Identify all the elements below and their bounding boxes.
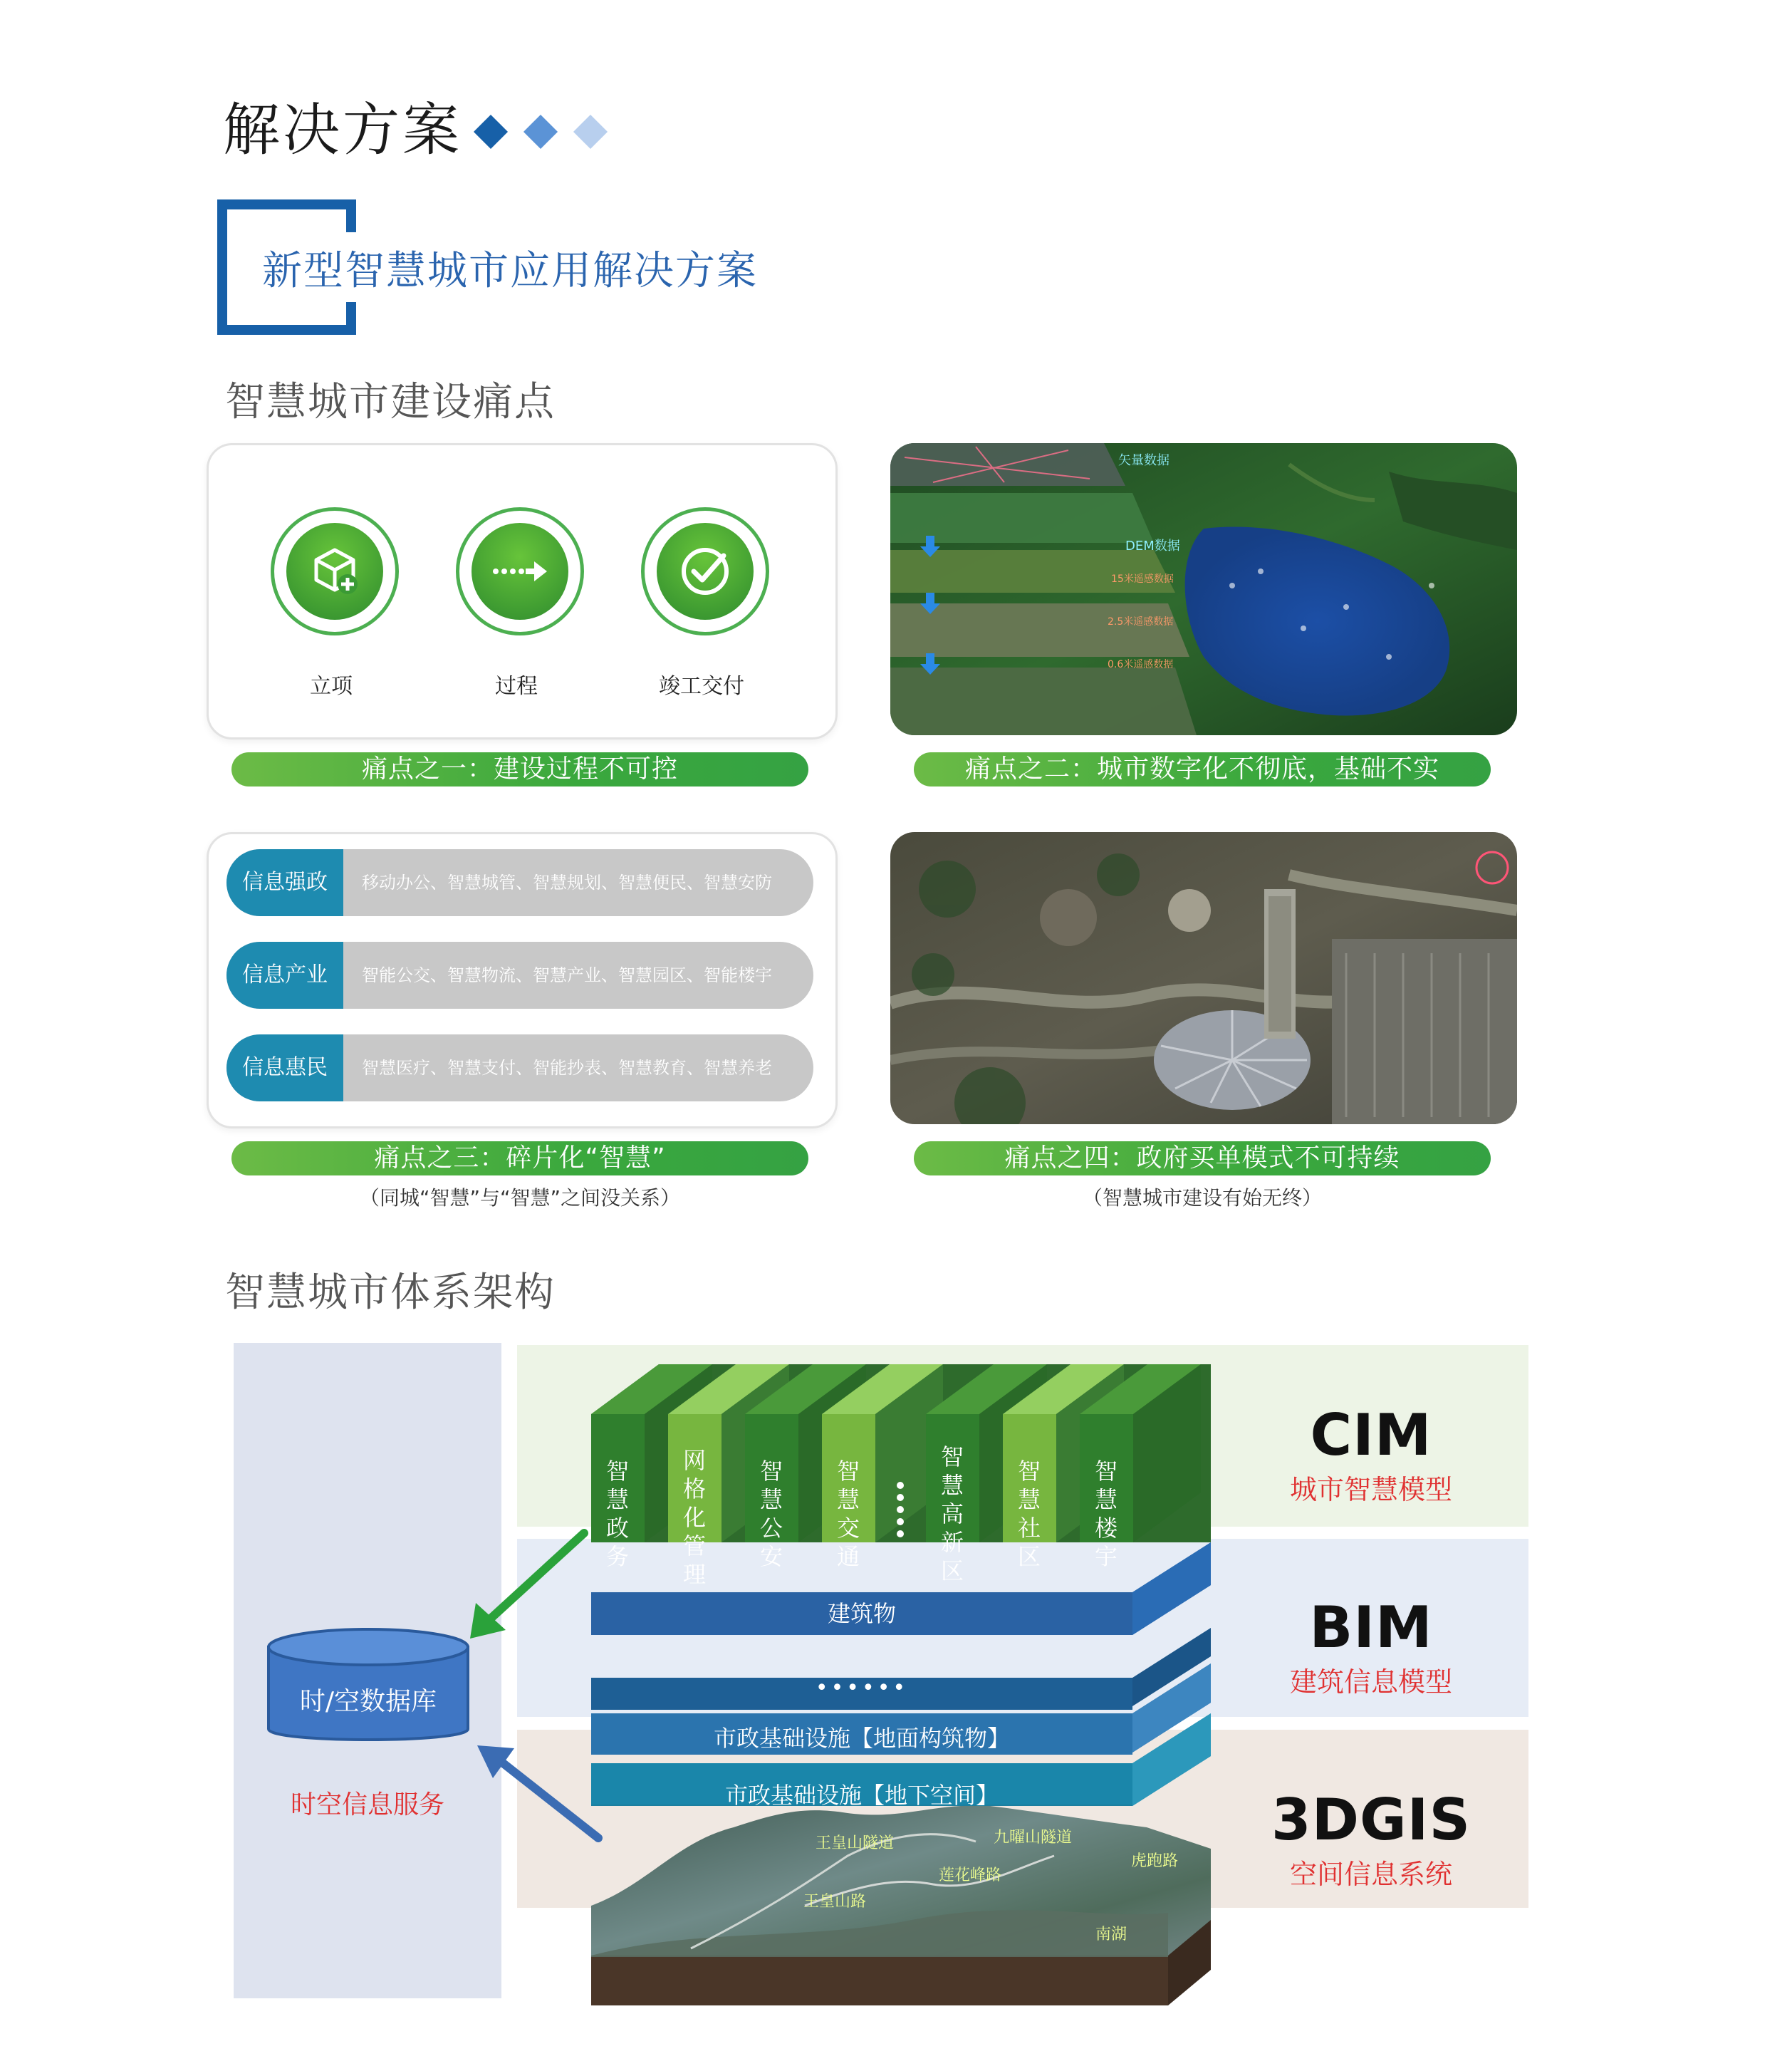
info-row <box>226 849 813 916</box>
road-label: 王皇山路 <box>803 1893 867 1911</box>
pain-point-1-bar: 痛点之一：建设过程不可控 <box>231 752 808 786</box>
pillar-label: 智慧交通 <box>836 1458 860 1570</box>
building-layer-label: 建筑物 <box>827 1600 896 1627</box>
aerial-city-image <box>890 832 1517 1124</box>
process-circle <box>456 507 584 635</box>
arch-section-title: 智慧城市体系架构 <box>225 1270 556 1316</box>
road-label: 王皇山隧道 <box>816 1834 895 1852</box>
diamond-icon <box>523 115 558 149</box>
diamond-icon <box>474 115 508 149</box>
info-row-items: 移动办公、智慧城管、智慧规划、智慧便民、智慧安防 <box>362 873 772 893</box>
pain-point-3-note: （同城“智慧”与“智慧”之间没关系） <box>359 1186 681 1210</box>
road-label: 九曜山隧道 <box>994 1829 1073 1847</box>
database-label: 时/空数据库 <box>299 1687 437 1716</box>
service-label: 时空信息服务 <box>290 1790 444 1819</box>
cim-code: CIM <box>1310 1402 1432 1468</box>
layer-25m-label: 2.5米遥感数据 <box>1108 616 1174 628</box>
pain-point-4-bar: 痛点之四：政府买单模式不可持续 <box>914 1141 1491 1175</box>
surface-layer-label: 市政基础设施【地面构筑物】 <box>713 1725 1010 1752</box>
layer-ellipsis: •••••• <box>815 1676 909 1701</box>
delivery-circle <box>641 507 769 635</box>
pain-point-4-note: （智慧城市建设有始无终） <box>1082 1186 1322 1210</box>
info-row-label: 信息强政 <box>226 849 343 916</box>
check-circle-icon <box>677 543 734 600</box>
terrain-block <box>591 1799 1218 2005</box>
pillar-label: 智慧社区 <box>1017 1458 1041 1570</box>
subtitle: 新型智慧城市应用解决方案 <box>262 248 758 294</box>
info-row <box>226 942 813 1009</box>
road-label: 南湖 <box>1095 1926 1127 1943</box>
layer-06m-label: 0.6米遥感数据 <box>1108 659 1174 670</box>
road-label: 莲花峰路 <box>939 1867 1002 1884</box>
page-title: 解决方案 <box>223 97 462 163</box>
layer-vector-label: 矢量数据 <box>1118 453 1170 468</box>
pain-point-2-bar: 痛点之二：城市数字化不彻底，基础不实 <box>914 752 1491 786</box>
road-label: 虎跑路 <box>1131 1852 1179 1870</box>
approval-label: 立项 <box>310 674 353 699</box>
cube-plus-icon <box>306 543 363 600</box>
bim-code: BIM <box>1309 1594 1433 1661</box>
pillar-label: 智慧楼宇 <box>1094 1458 1118 1570</box>
info-row-label: 信息产业 <box>226 942 343 1009</box>
info-row-items: 智慧医疗、智慧支付、智能抄表、智慧教育、智慧养老 <box>362 1058 772 1078</box>
pain-point-3-bar: 痛点之三：碎片化“智慧” <box>231 1141 808 1175</box>
underground-layer-label: 市政基础设施【地下空间】 <box>724 1782 999 1809</box>
gis-code: 3DGIS <box>1271 1787 1471 1853</box>
info-row-items: 智能公交、智慧物流、智慧产业、智慧园区、智能楼宇 <box>362 965 772 985</box>
info-row-label: 信息惠民 <box>226 1034 343 1101</box>
pillar-label: 智慧高新区 <box>940 1443 964 1584</box>
info-row <box>226 1034 813 1101</box>
bim-name: 建筑信息模型 <box>1289 1666 1452 1698</box>
gis-name: 空间信息系统 <box>1289 1859 1452 1890</box>
layer-15m-label: 15米遥感数据 <box>1111 573 1174 585</box>
delivery-label: 竣工交付 <box>659 674 744 699</box>
arrow-right-icon <box>491 543 548 600</box>
pain-section-title: 智慧城市建设痛点 <box>225 379 556 425</box>
pillar-label: 智慧政务 <box>605 1458 629 1570</box>
layered-map-image <box>890 443 1517 735</box>
diamond-icon <box>573 115 608 149</box>
approval-circle <box>271 507 399 635</box>
layer-dem-label: DEM数据 <box>1125 539 1180 554</box>
pillar-label: 智慧公安 <box>759 1458 783 1570</box>
process-label: 过程 <box>495 674 538 699</box>
pillar-label: 网格化管理 <box>682 1447 706 1588</box>
cim-name: 城市智慧模型 <box>1289 1474 1452 1505</box>
